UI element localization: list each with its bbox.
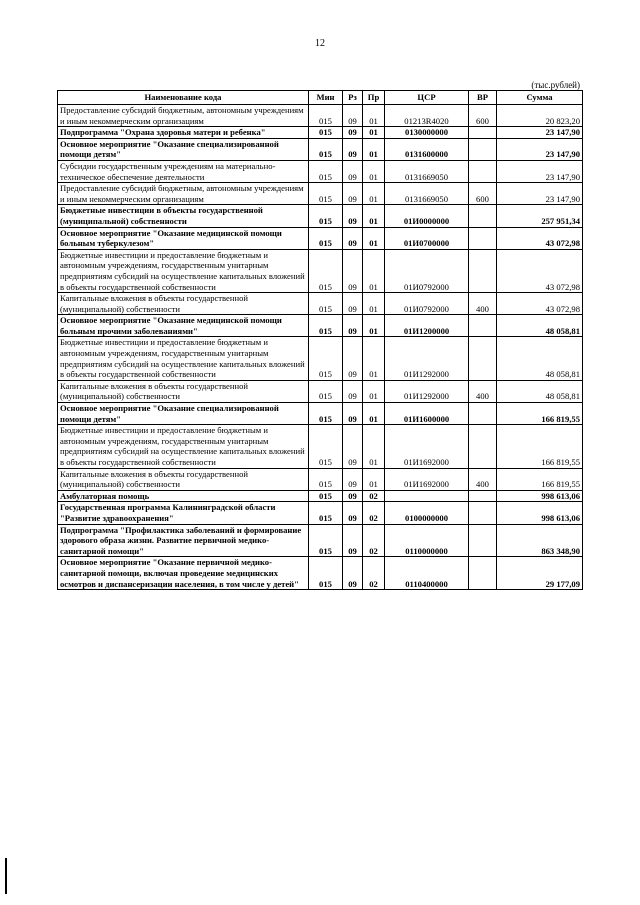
cell-name: Основное мероприятие "Оказание специализированной помощи детям" <box>58 138 309 160</box>
cell-min: 015 <box>309 337 343 380</box>
cell-csr: 01И1292000 <box>385 380 469 402</box>
cell-rz: 09 <box>343 337 363 380</box>
cell-sum: 20 823,20 <box>497 105 583 127</box>
cell-rz: 09 <box>343 315 363 337</box>
cell-pr: 02 <box>363 490 385 502</box>
cell-csr: 01И1692000 <box>385 425 469 468</box>
cell-min: 015 <box>309 227 343 249</box>
table-row <box>58 105 583 127</box>
cell-name: Амбулаторная помощь <box>58 490 309 502</box>
cell-name: Подпрограмма "Профилактика заболеваний и формирование здорового образа жизни. Развитие первичной медико-санитарной помощи" <box>58 524 309 557</box>
cell-pr: 02 <box>363 502 385 524</box>
cell-pr: 01 <box>363 105 385 127</box>
cell-sum: 257 951,34 <box>497 205 583 227</box>
cell-vr <box>469 127 497 139</box>
table-row <box>58 183 583 205</box>
cell-vr <box>469 557 497 590</box>
table-row <box>58 403 583 425</box>
cell-vr <box>469 490 497 502</box>
cell-sum: 166 819,55 <box>497 425 583 468</box>
cell-name: Основное мероприятие "Оказание первичной медико-санитарной помощи, включая проведение медицинских осмотров и диспансеризации населения, в том числе у детей" <box>58 557 309 590</box>
cell-vr: 400 <box>469 468 497 490</box>
cell-pr: 01 <box>363 425 385 468</box>
table-row <box>58 127 583 139</box>
cell-rz: 09 <box>343 502 363 524</box>
cell-csr: 01И1600000 <box>385 403 469 425</box>
cell-pr: 01 <box>363 403 385 425</box>
cell-vr: 600 <box>469 105 497 127</box>
cell-sum: 48 058,81 <box>497 380 583 402</box>
table-row <box>58 425 583 468</box>
cell-vr <box>469 425 497 468</box>
cell-rz: 09 <box>343 403 363 425</box>
page-number: 12 <box>315 38 325 49</box>
cell-vr <box>469 524 497 557</box>
cell-vr <box>469 160 497 182</box>
cell-vr <box>469 315 497 337</box>
cell-vr <box>469 205 497 227</box>
cell-vr <box>469 337 497 380</box>
table-row <box>58 315 583 337</box>
header-pr: Пр <box>363 91 385 105</box>
cell-min: 015 <box>309 183 343 205</box>
cell-name: Основное мероприятие "Оказание медицинской помощи больным туберкулезом" <box>58 227 309 249</box>
header-sum: Сумма <box>497 91 583 105</box>
table-row <box>58 337 583 380</box>
cell-min: 015 <box>309 205 343 227</box>
cell-csr: 01213R4020 <box>385 105 469 127</box>
table-row <box>58 205 583 227</box>
cell-name: Основное мероприятие "Оказание медицинской помощи больным прочими заболеваниями" <box>58 315 309 337</box>
cell-csr: 0100000000 <box>385 502 469 524</box>
table-row <box>58 502 583 524</box>
table-row <box>58 160 583 182</box>
table-row <box>58 138 583 160</box>
cell-rz: 09 <box>343 160 363 182</box>
cell-vr <box>469 138 497 160</box>
cell-rz: 09 <box>343 524 363 557</box>
cell-rz: 09 <box>343 138 363 160</box>
cell-sum: 863 348,90 <box>497 524 583 557</box>
cell-csr: 0131600000 <box>385 138 469 160</box>
cell-min: 015 <box>309 502 343 524</box>
cell-vr: 400 <box>469 293 497 315</box>
cell-min: 015 <box>309 425 343 468</box>
units-label: (тыс.рублей) <box>531 80 580 90</box>
cell-csr: 0131669050 <box>385 160 469 182</box>
cell-csr: 0131669050 <box>385 183 469 205</box>
cell-sum: 23 147,90 <box>497 138 583 160</box>
cell-csr: 0110000000 <box>385 524 469 557</box>
cell-rz: 09 <box>343 205 363 227</box>
cell-rz: 09 <box>343 425 363 468</box>
cell-rz: 09 <box>343 183 363 205</box>
cell-rz: 09 <box>343 557 363 590</box>
cell-vr <box>469 403 497 425</box>
cell-min: 015 <box>309 557 343 590</box>
cell-name: Капитальные вложения в объекты государственной (муниципальной) собственности <box>58 293 309 315</box>
cell-csr: 01И1692000 <box>385 468 469 490</box>
cell-pr: 01 <box>363 380 385 402</box>
cell-sum: 998 613,06 <box>497 490 583 502</box>
cell-name: Подпрограмма "Охрана здоровья матери и ребенка" <box>58 127 309 139</box>
cell-rz: 09 <box>343 105 363 127</box>
cell-min: 015 <box>309 160 343 182</box>
cell-pr: 01 <box>363 249 385 292</box>
cell-sum: 23 147,90 <box>497 183 583 205</box>
cell-rz: 09 <box>343 468 363 490</box>
header-vr: ВР <box>469 91 497 105</box>
cell-csr: 01И0792000 <box>385 249 469 292</box>
cell-min: 015 <box>309 490 343 502</box>
cell-pr: 01 <box>363 160 385 182</box>
table-row <box>58 249 583 292</box>
cell-csr: 01И1200000 <box>385 315 469 337</box>
margin-mark <box>5 858 7 894</box>
cell-name: Бюджетные инвестиции и предоставление бюджетным и автономным учреждениям, государственным унитарным предприятиям субсидий на осуществление капитальных вложений в объекты государственной собственности <box>58 425 309 468</box>
cell-pr: 01 <box>363 315 385 337</box>
cell-vr <box>469 249 497 292</box>
cell-pr: 02 <box>363 557 385 590</box>
cell-sum: 48 058,81 <box>497 337 583 380</box>
cell-csr <box>385 490 469 502</box>
cell-rz: 09 <box>343 249 363 292</box>
cell-sum: 43 072,98 <box>497 249 583 292</box>
cell-pr: 01 <box>363 183 385 205</box>
cell-rz: 09 <box>343 490 363 502</box>
cell-pr: 01 <box>363 138 385 160</box>
header-min: Мин <box>309 91 343 105</box>
cell-name: Капитальные вложения в объекты государственной (муниципальной) собственности <box>58 380 309 402</box>
table-row <box>58 557 583 590</box>
table-row <box>58 490 583 502</box>
cell-min: 015 <box>309 468 343 490</box>
cell-vr <box>469 502 497 524</box>
table-row <box>58 227 583 249</box>
table-row <box>58 468 583 490</box>
table-row <box>58 380 583 402</box>
cell-min: 015 <box>309 105 343 127</box>
budget-table <box>57 90 583 590</box>
cell-sum: 23 147,90 <box>497 127 583 139</box>
cell-csr: 01И0792000 <box>385 293 469 315</box>
table-row <box>58 293 583 315</box>
cell-min: 015 <box>309 127 343 139</box>
cell-sum: 166 819,55 <box>497 403 583 425</box>
cell-pr: 01 <box>363 468 385 490</box>
cell-min: 015 <box>309 249 343 292</box>
cell-sum: 998 613,06 <box>497 502 583 524</box>
cell-sum: 29 177,09 <box>497 557 583 590</box>
cell-vr <box>469 227 497 249</box>
cell-name: Основное мероприятие "Оказание специализированной помощи детям" <box>58 403 309 425</box>
cell-name: Государственная программа Калининградской области "Развитие здравоохранения" <box>58 502 309 524</box>
header-row <box>58 91 583 105</box>
cell-pr: 01 <box>363 293 385 315</box>
cell-sum: 48 058,81 <box>497 315 583 337</box>
cell-csr: 0130000000 <box>385 127 469 139</box>
cell-name: Бюджетные инвестиции в объекты государственной (муниципальной) собственности <box>58 205 309 227</box>
cell-min: 015 <box>309 380 343 402</box>
cell-csr: 0110400000 <box>385 557 469 590</box>
cell-pr: 02 <box>363 524 385 557</box>
cell-pr: 01 <box>363 127 385 139</box>
cell-vr: 600 <box>469 183 497 205</box>
cell-rz: 09 <box>343 380 363 402</box>
header-name: Наименование кода <box>58 91 309 105</box>
cell-rz: 09 <box>343 127 363 139</box>
cell-min: 015 <box>309 138 343 160</box>
cell-min: 015 <box>309 293 343 315</box>
cell-min: 015 <box>309 524 343 557</box>
cell-sum: 43 072,98 <box>497 293 583 315</box>
cell-name: Капитальные вложения в объекты государственной (муниципальной) собственности <box>58 468 309 490</box>
cell-sum: 43 072,98 <box>497 227 583 249</box>
cell-csr: 01И0000000 <box>385 205 469 227</box>
cell-rz: 09 <box>343 227 363 249</box>
header-rz: Рз <box>343 91 363 105</box>
cell-name: Предоставление субсидий бюджетным, автономным учреждениям и иным некоммерческим организациям <box>58 105 309 127</box>
cell-min: 015 <box>309 315 343 337</box>
cell-sum: 23 147,90 <box>497 160 583 182</box>
cell-csr: 01И1292000 <box>385 337 469 380</box>
cell-pr: 01 <box>363 227 385 249</box>
cell-name: Субсидии государственным учреждениям на материально-техническое обеспечение деятельности <box>58 160 309 182</box>
cell-rz: 09 <box>343 293 363 315</box>
cell-sum: 166 819,55 <box>497 468 583 490</box>
cell-name: Бюджетные инвестиции и предоставление бюджетным и автономным учреждениям, государственным унитарным предприятиям субсидий на осуществление капитальных вложений в объекты государственной собственности <box>58 337 309 380</box>
cell-csr: 01И0700000 <box>385 227 469 249</box>
cell-pr: 01 <box>363 205 385 227</box>
table-row <box>58 524 583 557</box>
cell-name: Предоставление субсидий бюджетным, автономным учреждениям и иным некоммерческим организациям <box>58 183 309 205</box>
header-csr: ЦСР <box>385 91 469 105</box>
cell-vr: 400 <box>469 380 497 402</box>
cell-pr: 01 <box>363 337 385 380</box>
cell-min: 015 <box>309 403 343 425</box>
cell-name: Бюджетные инвестиции и предоставление бюджетным и автономным учреждениям, государственным унитарным предприятиям субсидий на осуществление капитальных вложений в объекты государственной собственности <box>58 249 309 292</box>
